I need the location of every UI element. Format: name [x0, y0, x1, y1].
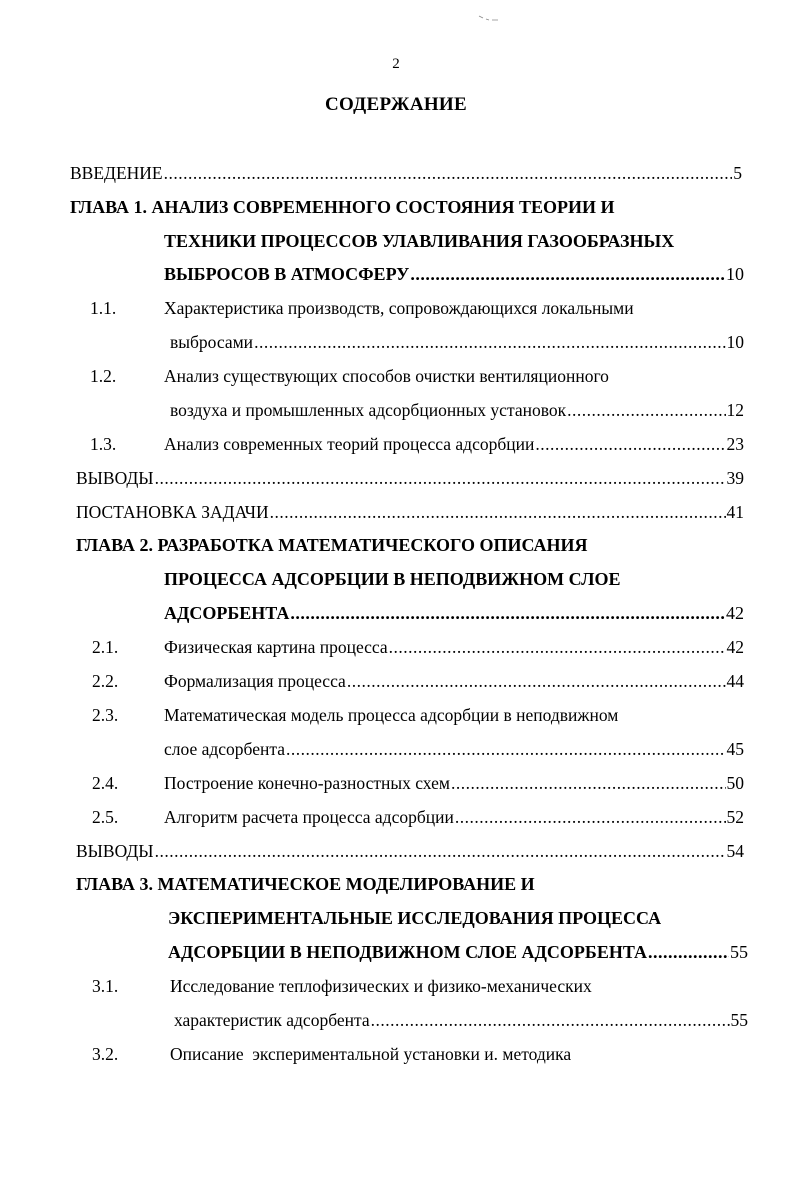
section-number: 2.5.: [92, 807, 119, 827]
toc-entry-introduction[interactable]: ВВЕДЕНИЕ ..... 5: [70, 158, 742, 188]
page-ref: 54: [726, 841, 744, 861]
chapter-3-heading-line2[interactable]: ЭКСПЕРИМЕНТАЛЬНЫЕ ИССЛЕДОВАНИЯ ПРОЦЕССА: [168, 908, 662, 928]
toc-entry-section-1-3[interactable]: Анализ современных теорий процесса адсорбции ..... 23: [164, 429, 744, 459]
section-number: 3.2.: [92, 1044, 119, 1064]
page-number: 2: [392, 56, 400, 72]
toc-entry-problem-statement[interactable]: ПОСТАНОВКА ЗАДАЧИ ..... 41: [76, 497, 744, 527]
section-3-2-title-line1[interactable]: Описание экспериментальной установки и. методика: [170, 1044, 572, 1064]
page-ref: 12: [726, 400, 744, 420]
toc-entry-section-3-1[interactable]: характеристик адсорбента ..... 55: [174, 1005, 748, 1035]
scan-artifact-mark: [478, 14, 500, 22]
chapter-2-heading-line1[interactable]: ГЛАВА 2. РАЗРАБОТКА МАТЕМАТИЧЕСКОГО ОПИСАНИЯ: [76, 535, 588, 555]
section-number: 3.1.: [92, 976, 119, 996]
page-ref: 23: [726, 434, 744, 454]
page-ref: 44: [726, 671, 744, 691]
chapter-3-heading-line1[interactable]: ГЛАВА 3. МАТЕМАТИЧЕСКОЕ МОДЕЛИРОВАНИЕ И: [76, 874, 535, 894]
leader-dots: [286, 734, 726, 764]
section-2-3-title-line1[interactable]: Математическая модель процесса адсорбции в неподвижном: [164, 705, 619, 725]
leader-dots: [155, 463, 726, 493]
toc-entry-section-2-2[interactable]: Формализация процесса ..... 44: [164, 666, 744, 696]
section-3-1-title-line1[interactable]: Исследование теплофизических и физико-механических: [170, 976, 592, 996]
leader-dots: [254, 327, 725, 357]
section-number: 2.1.: [92, 637, 119, 657]
leader-dots: [164, 158, 733, 188]
leader-dots: [371, 1005, 730, 1035]
toc-entry-section-2-3[interactable]: слое адсорбента ..... 45: [164, 734, 744, 764]
toc-entry-section-1-1[interactable]: выбросами ..... 10: [170, 327, 744, 357]
toc-entry-chapter-1[interactable]: ВЫБРОСОВ В АТМОСФЕРУ ..... 10: [164, 259, 744, 289]
leader-dots: [455, 802, 726, 832]
section-number: 2.3.: [92, 705, 119, 725]
page-ref: 10: [726, 332, 744, 352]
page-ref: 39: [726, 468, 744, 488]
page-ref: 42: [726, 603, 744, 623]
page-ref: 50: [726, 773, 744, 793]
chapter-1-heading-line1[interactable]: ГЛАВА 1. АНАЛИЗ СОВРЕМЕННОГО СОСТОЯНИЯ ТЕОРИИ И: [70, 197, 615, 217]
section-number: 1.2.: [90, 366, 117, 386]
section-number: 2.4.: [92, 773, 119, 793]
toc-entry-chapter-2[interactable]: АДСОРБЕНТА ..... 42: [164, 598, 744, 628]
section-number: 1.3.: [90, 434, 117, 454]
toc-entry-section-2-5[interactable]: Алгоритм расчета процесса адсорбции ..... 52: [164, 802, 744, 832]
page-ref: 42: [726, 637, 744, 657]
toc-entry-section-1-2[interactable]: воздуха и промышленных адсорбционных установок ..... 12: [170, 395, 744, 425]
section-number: 1.1.: [90, 298, 117, 318]
chapter-2-heading-line2[interactable]: ПРОЦЕССА АДСОРБЦИИ В НЕПОДВИЖНОМ СЛОЕ: [164, 569, 621, 589]
page-ref: 45: [726, 739, 744, 759]
toc-entry-section-2-1[interactable]: Физическая картина процесса ..... 42: [164, 632, 744, 662]
toc-entry-section-2-4[interactable]: Построение конечно-разностных схем ..... 50: [164, 768, 744, 798]
leader-dots: [155, 836, 726, 866]
page-ref: 5: [733, 163, 742, 183]
section-1-1-title-line1[interactable]: Характеристика производств, сопровождающихся локальными: [164, 298, 634, 318]
leader-dots: [270, 497, 726, 527]
leader-dots: [648, 937, 729, 967]
leader-dots: [389, 632, 726, 662]
page-title: СОДЕРЖАНИЕ: [325, 94, 467, 115]
page-ref: 52: [726, 807, 744, 827]
section-number: 2.2.: [92, 671, 119, 691]
page-ref: 10: [726, 264, 744, 284]
page-ref: 55: [730, 942, 748, 962]
toc-entry-conclusions-2[interactable]: ВЫВОДЫ ..... 54: [76, 836, 744, 866]
leader-dots: [451, 768, 726, 798]
leader-dots: [410, 259, 725, 289]
leader-dots: [567, 395, 725, 425]
chapter-1-heading-line2[interactable]: ТЕХНИКИ ПРОЦЕССОВ УЛАВЛИВАНИЯ ГАЗООБРАЗНЫХ: [164, 231, 675, 251]
page-ref: 41: [726, 502, 744, 522]
section-1-2-title-line1[interactable]: Анализ существующих способов очистки вентиляционного: [164, 366, 609, 386]
leader-dots: [347, 666, 726, 696]
page-ref: 55: [730, 1010, 748, 1030]
toc-entry-conclusions-1[interactable]: ВЫВОДЫ ..... 39: [76, 463, 744, 493]
leader-dots: [535, 429, 725, 459]
toc-entry-chapter-3[interactable]: АДСОРБЦИИ В НЕПОДВИЖНОМ СЛОЕ АДСОРБЕНТА ..... 55: [168, 937, 748, 967]
leader-dots: [290, 598, 725, 628]
